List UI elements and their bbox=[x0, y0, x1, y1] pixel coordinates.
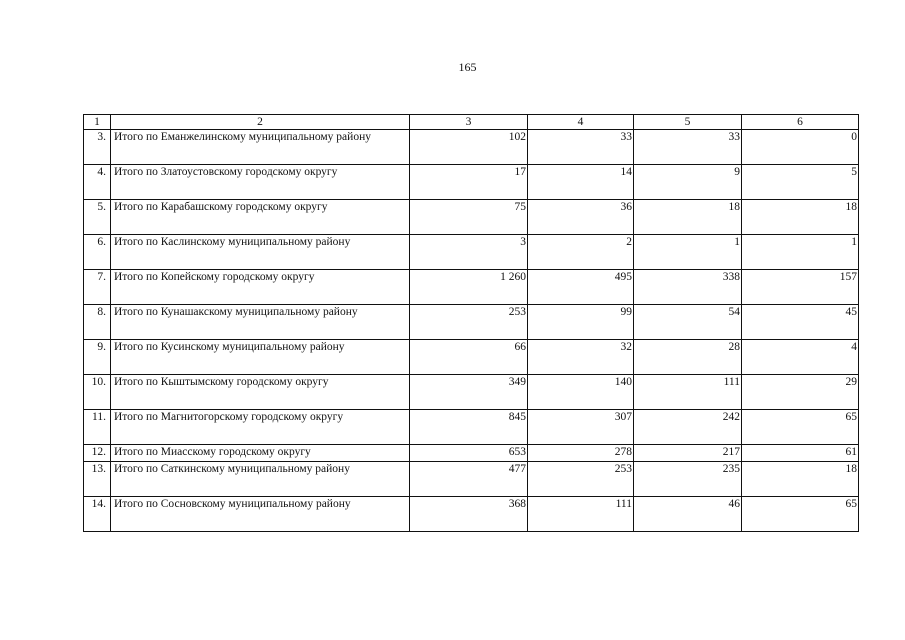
table-row bbox=[84, 305, 859, 340]
cell-col3: 3 bbox=[410, 235, 528, 270]
cell-col3: 349 bbox=[410, 375, 528, 410]
row-name: Итого по Копейскому городскому округу bbox=[111, 270, 410, 305]
page-number: 165 bbox=[458, 60, 477, 74]
table-row bbox=[84, 200, 859, 235]
cell-col4: 307 bbox=[528, 410, 634, 445]
cell-col5: 338 bbox=[634, 270, 742, 305]
row-number: 12. bbox=[84, 445, 111, 462]
cell-col6: 65 bbox=[742, 497, 859, 532]
cell-col6: 29 bbox=[742, 375, 859, 410]
cell-col4: 253 bbox=[528, 462, 634, 497]
cell-col5: 18 bbox=[634, 200, 742, 235]
table-row bbox=[84, 165, 859, 200]
cell-col4: 111 bbox=[528, 497, 634, 532]
cell-col6: 0 bbox=[742, 130, 859, 165]
table-row bbox=[84, 235, 859, 270]
cell-col4: 495 bbox=[528, 270, 634, 305]
row-number: 9. bbox=[84, 340, 111, 375]
cell-col3: 17 bbox=[410, 165, 528, 200]
cell-col3: 845 bbox=[410, 410, 528, 445]
table-row bbox=[84, 497, 859, 532]
table-row bbox=[84, 130, 859, 165]
cell-col5: 242 bbox=[634, 410, 742, 445]
cell-col6: 61 bbox=[742, 445, 859, 462]
table-row bbox=[84, 340, 859, 375]
cell-col5: 217 bbox=[634, 445, 742, 462]
cell-col5: 33 bbox=[634, 130, 742, 165]
column-header: 2 bbox=[111, 115, 410, 130]
cell-col3: 253 bbox=[410, 305, 528, 340]
row-number: 5. bbox=[84, 200, 111, 235]
table-row bbox=[84, 270, 859, 305]
row-name: Итого по Еманжелинскому муниципальному району bbox=[111, 130, 410, 165]
cell-col5: 46 bbox=[634, 497, 742, 532]
cell-col5: 28 bbox=[634, 340, 742, 375]
row-name: Итого по Кусинскому муниципальному району bbox=[111, 340, 410, 375]
cell-col5: 9 bbox=[634, 165, 742, 200]
cell-col4: 140 bbox=[528, 375, 634, 410]
row-number: 11. bbox=[84, 410, 111, 445]
cell-col6: 65 bbox=[742, 410, 859, 445]
cell-col6: 1 bbox=[742, 235, 859, 270]
cell-col4: 32 bbox=[528, 340, 634, 375]
table-row bbox=[84, 462, 859, 497]
column-header: 6 bbox=[742, 115, 859, 130]
row-number: 6. bbox=[84, 235, 111, 270]
cell-col3: 75 bbox=[410, 200, 528, 235]
column-header: 1 bbox=[84, 115, 111, 130]
table-row bbox=[84, 375, 859, 410]
column-header: 4 bbox=[528, 115, 634, 130]
row-number: 7. bbox=[84, 270, 111, 305]
cell-col5: 111 bbox=[634, 375, 742, 410]
cell-col4: 36 bbox=[528, 200, 634, 235]
cell-col6: 18 bbox=[742, 462, 859, 497]
table-row bbox=[84, 445, 859, 462]
row-name: Итого по Магнитогорскому городскому округу bbox=[111, 410, 410, 445]
row-name: Итого по Кунашакскому муниципальному району bbox=[111, 305, 410, 340]
row-name: Итого по Саткинскому муниципальному району bbox=[111, 462, 410, 497]
cell-col3: 368 bbox=[410, 497, 528, 532]
column-header: 3 bbox=[410, 115, 528, 130]
row-name: Итого по Карабашскому городскому округу bbox=[111, 200, 410, 235]
cell-col6: 45 bbox=[742, 305, 859, 340]
cell-col5: 235 bbox=[634, 462, 742, 497]
cell-col3: 477 bbox=[410, 462, 528, 497]
row-name: Итого по Златоустовскому городскому округу bbox=[111, 165, 410, 200]
cell-col6: 4 bbox=[742, 340, 859, 375]
cell-col3: 1 260 bbox=[410, 270, 528, 305]
cell-col6: 18 bbox=[742, 200, 859, 235]
data-table bbox=[83, 114, 859, 532]
cell-col4: 99 bbox=[528, 305, 634, 340]
cell-col3: 66 bbox=[410, 340, 528, 375]
row-number: 10. bbox=[84, 375, 111, 410]
row-name: Итого по Каслинскому муниципальному району bbox=[111, 235, 410, 270]
table-header-row bbox=[84, 115, 859, 130]
cell-col4: 278 bbox=[528, 445, 634, 462]
row-number: 4. bbox=[84, 165, 111, 200]
cell-col3: 102 bbox=[410, 130, 528, 165]
column-header: 5 bbox=[634, 115, 742, 130]
row-number: 3. bbox=[84, 130, 111, 165]
cell-col3: 653 bbox=[410, 445, 528, 462]
table-row bbox=[84, 410, 859, 445]
row-name: Итого по Миасскому городскому округу bbox=[111, 445, 410, 462]
row-name: Итого по Сосновскому муниципальному району bbox=[111, 497, 410, 532]
cell-col4: 14 bbox=[528, 165, 634, 200]
cell-col6: 157 bbox=[742, 270, 859, 305]
cell-col4: 2 bbox=[528, 235, 634, 270]
cell-col5: 1 bbox=[634, 235, 742, 270]
row-number: 8. bbox=[84, 305, 111, 340]
row-number: 13. bbox=[84, 462, 111, 497]
row-name: Итого по Кыштымскому городскому округу bbox=[111, 375, 410, 410]
cell-col5: 54 bbox=[634, 305, 742, 340]
row-number: 14. bbox=[84, 497, 111, 532]
cell-col4: 33 bbox=[528, 130, 634, 165]
cell-col6: 5 bbox=[742, 165, 859, 200]
